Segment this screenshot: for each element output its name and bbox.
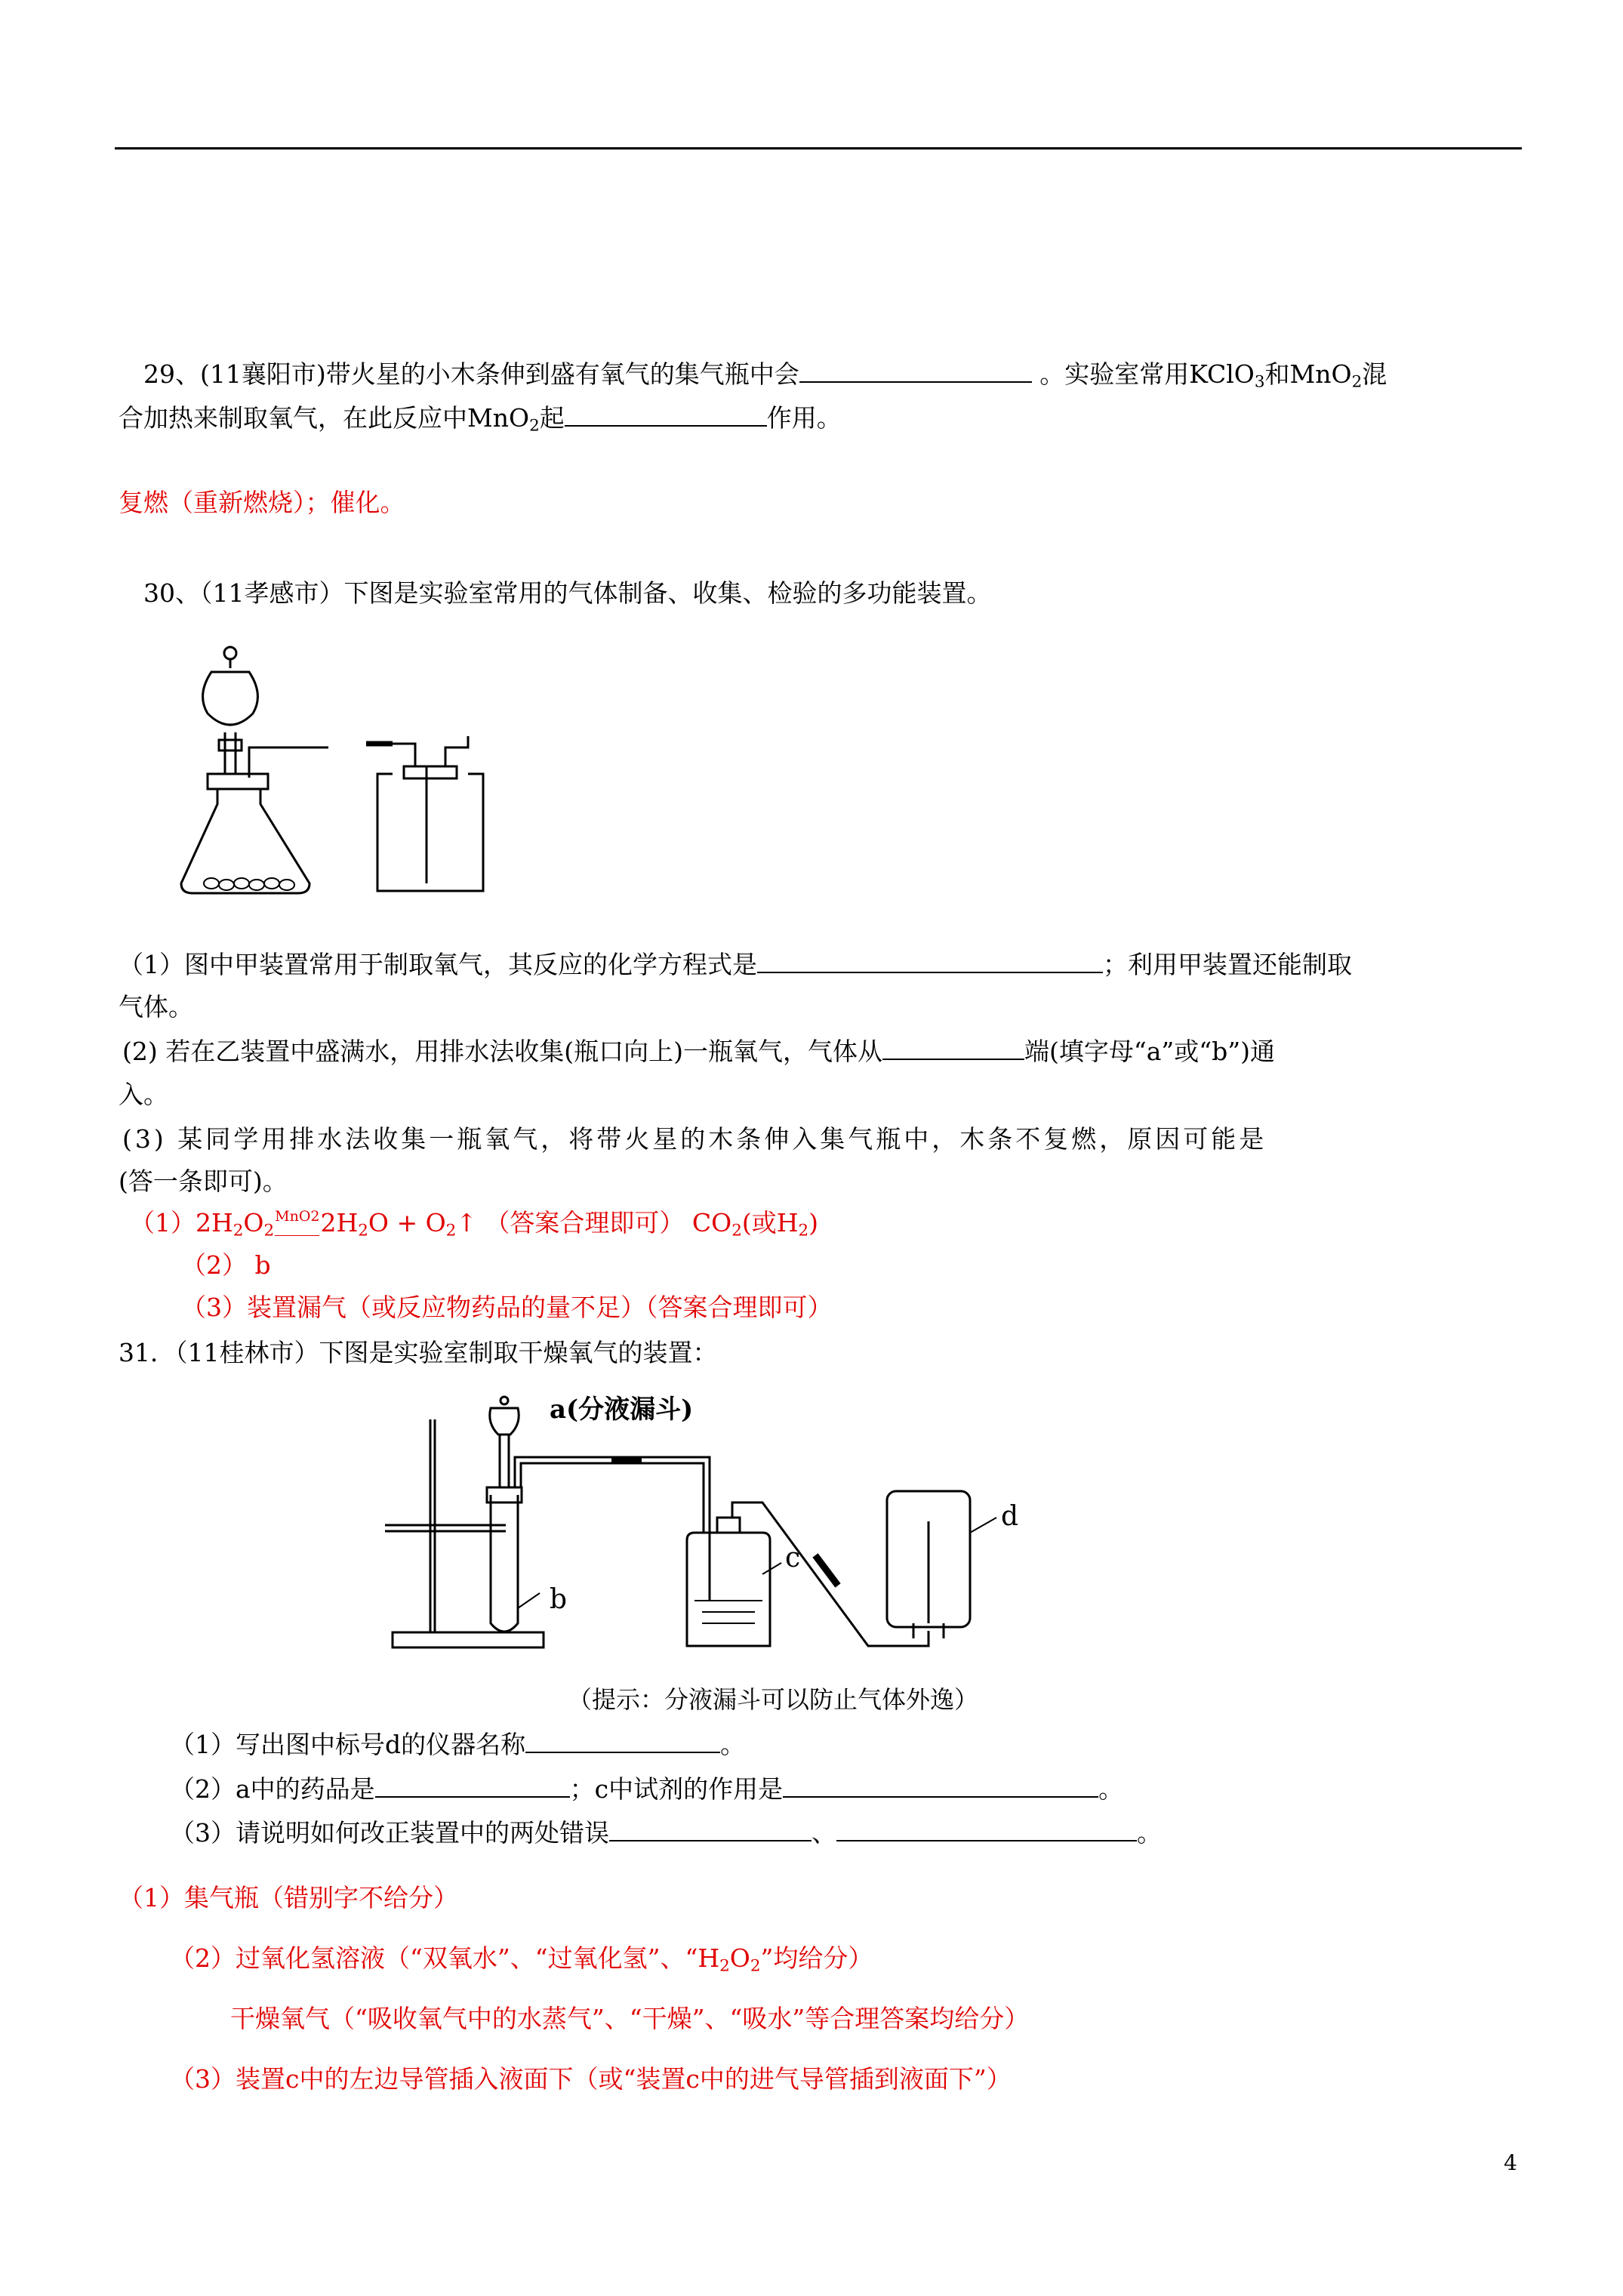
q29-mno2-sub: 2 bbox=[1351, 372, 1363, 392]
funnel-stopper bbox=[224, 647, 236, 659]
q31-blank-c-purpose bbox=[783, 1774, 1098, 1798]
q29-blank-1 bbox=[799, 359, 1032, 383]
q30-answer-2: （2） b bbox=[181, 1250, 271, 1280]
q30-title: 30、（11孝感市）下图是实验室常用的气体制备、收集、检验的多功能装置。 bbox=[143, 578, 992, 608]
header-rule bbox=[115, 147, 1522, 149]
q31-ans2-o: O bbox=[729, 1943, 750, 1973]
delivery-tube-1 bbox=[515, 1457, 710, 1533]
q30-ans1-mid: 2H bbox=[320, 1208, 359, 1237]
collection-bottle bbox=[377, 774, 483, 891]
separatory-funnel-bulb bbox=[203, 659, 258, 725]
q31-blank-a-reagent bbox=[375, 1774, 570, 1798]
q30-p1-text-a: （1）图中甲装置常用于制取氧气，其反应的化学方程式是 bbox=[119, 950, 757, 979]
funnel-stopcock bbox=[219, 740, 242, 750]
bottle-c-neck bbox=[717, 1518, 740, 1533]
gas-bottle-c bbox=[687, 1533, 770, 1646]
q29-mno2-2: MnO bbox=[467, 403, 530, 433]
q30-ans1-post3: ) bbox=[808, 1208, 819, 1237]
bottle-stopper bbox=[404, 766, 457, 778]
q30-ans1-mid2: O + O bbox=[368, 1208, 446, 1237]
q30-answer-1 bbox=[130, 1207, 818, 1244]
q30-p2-line1 bbox=[122, 1035, 1275, 1068]
q29-kclo3-sub: 3 bbox=[1254, 372, 1265, 392]
q29-text-e: 合加热来制取氧气，在此反应中 bbox=[119, 403, 467, 433]
q30-ans1-sub5: 2 bbox=[731, 1221, 742, 1240]
q30-p1-line2: 气体。 bbox=[119, 992, 193, 1022]
q30-p1-line1 bbox=[119, 948, 1352, 982]
q29-blank-2 bbox=[565, 402, 767, 427]
q30-ans1-sub1: 2 bbox=[233, 1221, 244, 1240]
funnel-stem bbox=[225, 732, 236, 774]
q30-apparatus-figure bbox=[166, 642, 528, 898]
q31-blank-fix-2 bbox=[836, 1817, 1137, 1841]
q30-p3-line2: (答一条即可)。 bbox=[119, 1166, 288, 1196]
q30-ans1-post2: (或H bbox=[741, 1208, 799, 1237]
q31-p3-sep: 、 bbox=[812, 1818, 836, 1848]
q29-kclo3: KClO bbox=[1189, 359, 1255, 389]
q30-ans1-sub4: 2 bbox=[445, 1221, 457, 1240]
q29-text-g: 作用。 bbox=[766, 403, 842, 433]
label-c: c bbox=[785, 1542, 801, 1573]
q31-p2-end: 。 bbox=[1098, 1774, 1124, 1804]
long-tube bbox=[389, 744, 427, 883]
stand-base bbox=[393, 1632, 544, 1647]
label-d: d bbox=[1001, 1501, 1019, 1532]
delivery-tube-1-inner bbox=[521, 1463, 704, 1533]
conical-flask bbox=[181, 789, 310, 893]
q31-p3 bbox=[170, 1817, 1162, 1850]
q30-p2-text-b: 端(填字母“a”或“b”)通 bbox=[1024, 1037, 1276, 1066]
clamp-arm bbox=[385, 1525, 506, 1531]
page-number: 4 bbox=[1504, 2150, 1517, 2175]
q31-p3-text-a: （3）请说明如何改正装置中的两处错误 bbox=[170, 1818, 609, 1848]
q30-ans1-sub6: 2 bbox=[798, 1221, 809, 1240]
q31-p2-text-a: （2）a中的药品是 bbox=[170, 1774, 375, 1804]
q30-p2-text-a: (2) 若在乙装置中盛满水，用排水法收集(瓶口向上)一瓶氧气，气体从 bbox=[122, 1037, 882, 1066]
flask-stopper bbox=[208, 774, 268, 789]
q31-p1-text: （1）写出图中标号d的仪器名称 bbox=[170, 1730, 526, 1759]
q30-answer-3: （3）装置漏气（或反应物药品的量不足）（答案合理即可） bbox=[181, 1293, 833, 1322]
separatory-funnel-a bbox=[490, 1408, 519, 1435]
q29-line1 bbox=[143, 358, 1387, 391]
q30-ans1-post: ↑ （答案合理即可） CO bbox=[456, 1208, 732, 1237]
q30-ans1-sub3: 2 bbox=[358, 1221, 368, 1240]
q31-hint: （提示：分液漏斗可以防止气体外逸） bbox=[568, 1685, 979, 1714]
q31-apparatus-figure bbox=[385, 1382, 1064, 1669]
q29-text-c: 和 bbox=[1264, 359, 1290, 389]
label-a: a(分液漏斗) bbox=[550, 1395, 694, 1425]
q31-p2 bbox=[170, 1773, 1123, 1806]
q31-ans2-sub1: 2 bbox=[719, 1956, 730, 1976]
q31-answer-2 bbox=[170, 1942, 873, 1975]
q31-ans2-sub2: 2 bbox=[750, 1956, 761, 1976]
q30-ans1-pre: （1）2H bbox=[130, 1208, 233, 1237]
q30-ans1-catalyst: MnO2 bbox=[275, 1200, 319, 1233]
q29-line2 bbox=[119, 402, 842, 435]
q29-answer: 复燃（重新燃烧）；催化。 bbox=[119, 488, 405, 517]
q31-blank-fix-1 bbox=[609, 1817, 812, 1841]
tube-stopper bbox=[487, 1487, 522, 1502]
q30-blank-equation bbox=[757, 949, 1103, 973]
q30-blank-end bbox=[882, 1036, 1024, 1060]
q31-answer-2-line2: 干燥氧气（“吸收氧气中的水蒸气”、“干燥”、“吸水”等合理答案均给分） bbox=[230, 2004, 1030, 2033]
q29-mno2: MnO bbox=[1289, 359, 1352, 389]
q31-p3-end: 。 bbox=[1137, 1818, 1162, 1848]
test-tube-b bbox=[491, 1495, 518, 1632]
q31-ans2-a: （2）过氧化氢溶液（“双氧水”、“过氧化氢”、“H bbox=[170, 1943, 720, 1973]
q31-answer-1: （1）集气瓶（错别字不给分） bbox=[119, 1883, 458, 1912]
q29-text-f: 起 bbox=[539, 403, 565, 433]
q29-text-b: 。实验室常用 bbox=[1031, 359, 1190, 389]
q31-blank-d-name bbox=[525, 1729, 720, 1753]
q31-answer-3: （3）装置c中的左边导管插入液面下（或“装置c中的进气导管插到液面下”） bbox=[170, 2064, 1012, 2094]
q31-p2-text-b: ；c中试剂的作用是 bbox=[569, 1774, 784, 1804]
q31-p1-end: 。 bbox=[720, 1730, 746, 1759]
q30-p1-text-b: ；利用甲装置还能制取 bbox=[1103, 950, 1352, 979]
q31-title: 31．（11桂林市）下图是实验室制取干燥氧气的装置： bbox=[119, 1338, 718, 1367]
q30-ans1-o: O bbox=[243, 1208, 264, 1237]
q31-ans2-b: ”均给分） bbox=[760, 1943, 873, 1973]
q30-p2-line2: 入。 bbox=[119, 1080, 168, 1109]
q31-p1 bbox=[170, 1728, 745, 1761]
q29-text-a: 29、(11襄阳市)带火星的小木条伸到盛有氧气的集气瓶中会 bbox=[143, 359, 799, 389]
short-tube bbox=[445, 736, 468, 766]
q30-p3-line1: (3) 某同学用排水法收集一瓶氧气，将带火星的木条伸入集气瓶中，木条不复燃，原因可能是 bbox=[122, 1124, 1267, 1154]
q29-text-d: 混 bbox=[1362, 359, 1387, 389]
q30-ans1-sub2: 2 bbox=[263, 1221, 275, 1240]
q29-mno2-sub-2: 2 bbox=[529, 416, 540, 436]
label-b: b bbox=[550, 1584, 568, 1615]
funnel-a-stem bbox=[500, 1435, 509, 1487]
